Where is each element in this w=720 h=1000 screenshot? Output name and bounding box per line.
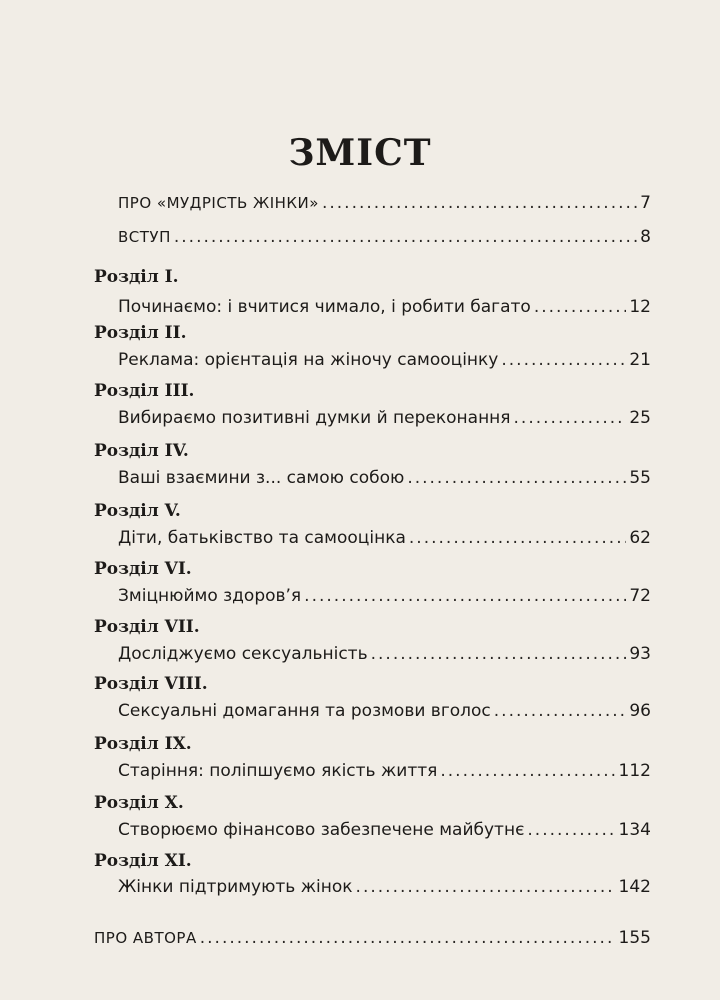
toc-entry-chapter <box>118 521 651 555</box>
chapter-heading: Розділ VI. <box>94 559 192 579</box>
toc-entry-page: 112 <box>618 761 651 781</box>
dot-leader <box>501 343 626 377</box>
dot-leader <box>440 754 615 788</box>
toc-entry-intro <box>118 220 651 254</box>
chapter-heading: Розділ X. <box>94 793 184 813</box>
toc-entry-label: Досліджуємо сексуальність <box>118 644 368 664</box>
dot-leader <box>200 921 616 955</box>
toc-entry-chapter <box>118 637 651 671</box>
page-title: ЗМІСТ <box>288 132 432 174</box>
chapter-heading: Розділ I. <box>94 267 179 287</box>
toc-entry-chapter <box>118 754 651 788</box>
toc-entry-label: Сексуальні домагання та розмови вголос <box>118 701 491 721</box>
toc-entry-chapter <box>118 461 651 495</box>
toc-entry-page: 142 <box>618 877 651 897</box>
toc-entry-about-book <box>118 186 651 220</box>
toc-entry-label: Жінки підтримують жінок <box>118 877 353 897</box>
toc-entry-label: Діти, батьківство та самооцінка <box>118 528 406 548</box>
toc-entry-label: Починаємо: і вчитися чимало, і робити багато <box>118 297 531 317</box>
chapter-heading: Розділ VIII. <box>94 674 208 694</box>
toc-entry-chapter <box>118 694 651 728</box>
dot-leader <box>527 813 615 847</box>
dot-leader <box>409 521 626 555</box>
toc-entry-chapter <box>118 343 651 377</box>
chapter-heading: Розділ II. <box>94 323 187 343</box>
chapter-heading: Розділ VII. <box>94 617 200 637</box>
dot-leader <box>304 579 626 613</box>
dot-leader <box>322 186 637 220</box>
toc-entry-about-author <box>94 921 651 955</box>
toc-entry-chapter <box>118 290 651 324</box>
chapter-heading: Розділ IX. <box>94 734 192 754</box>
chapter-heading: Розділ XI. <box>94 851 192 871</box>
dot-leader <box>494 694 627 728</box>
dot-leader <box>356 870 616 904</box>
toc-entry-page: 96 <box>629 701 651 721</box>
toc-entry-label: Зміцнюймо здоров’я <box>118 586 302 606</box>
toc-entry-label: Ваші взаємини з... самою собою <box>118 468 405 488</box>
toc-entry-page: 55 <box>629 468 651 488</box>
toc-entry-page: 93 <box>629 644 651 664</box>
dot-leader <box>174 220 637 254</box>
chapter-heading: Розділ IV. <box>94 441 189 461</box>
toc-entry-label: ПРО АВТОРА <box>94 929 197 947</box>
dot-leader <box>371 637 627 671</box>
toc-entry-label: ПРО «МУДРІСТЬ ЖІНКИ» <box>118 194 319 212</box>
toc-entry-label: Створюємо фінансово забезпечене майбутнє <box>118 820 525 840</box>
toc-entry-page: 134 <box>618 820 651 840</box>
toc-entry-chapter <box>118 579 651 613</box>
chapter-heading: Розділ III. <box>94 381 195 401</box>
toc-entry-chapter <box>118 813 651 847</box>
toc-entry-chapter <box>118 401 651 435</box>
dot-leader <box>534 290 627 324</box>
dot-leader <box>407 461 626 495</box>
toc-entry-label: Вибираємо позитивні думки й переконання <box>118 408 511 428</box>
toc-entry-label: Старіння: поліпшуємо якість життя <box>118 761 438 781</box>
toc-entry-page: 25 <box>629 408 651 428</box>
toc-entry-label: ВСТУП <box>118 228 171 246</box>
toc-entry-page: 62 <box>629 528 651 548</box>
toc-entry-page: 155 <box>618 928 651 948</box>
chapter-heading: Розділ V. <box>94 501 181 521</box>
toc-entry-page: 21 <box>629 350 651 370</box>
toc-entry-chapter <box>118 870 651 904</box>
toc-entry-page: 8 <box>640 227 651 247</box>
toc-entry-label: Реклама: орієнтація на жіночу самооцінку <box>118 350 499 370</box>
toc-entry-page: 12 <box>629 297 651 317</box>
toc-entry-page: 7 <box>640 193 651 213</box>
dot-leader <box>514 401 627 435</box>
toc-entry-page: 72 <box>629 586 651 606</box>
